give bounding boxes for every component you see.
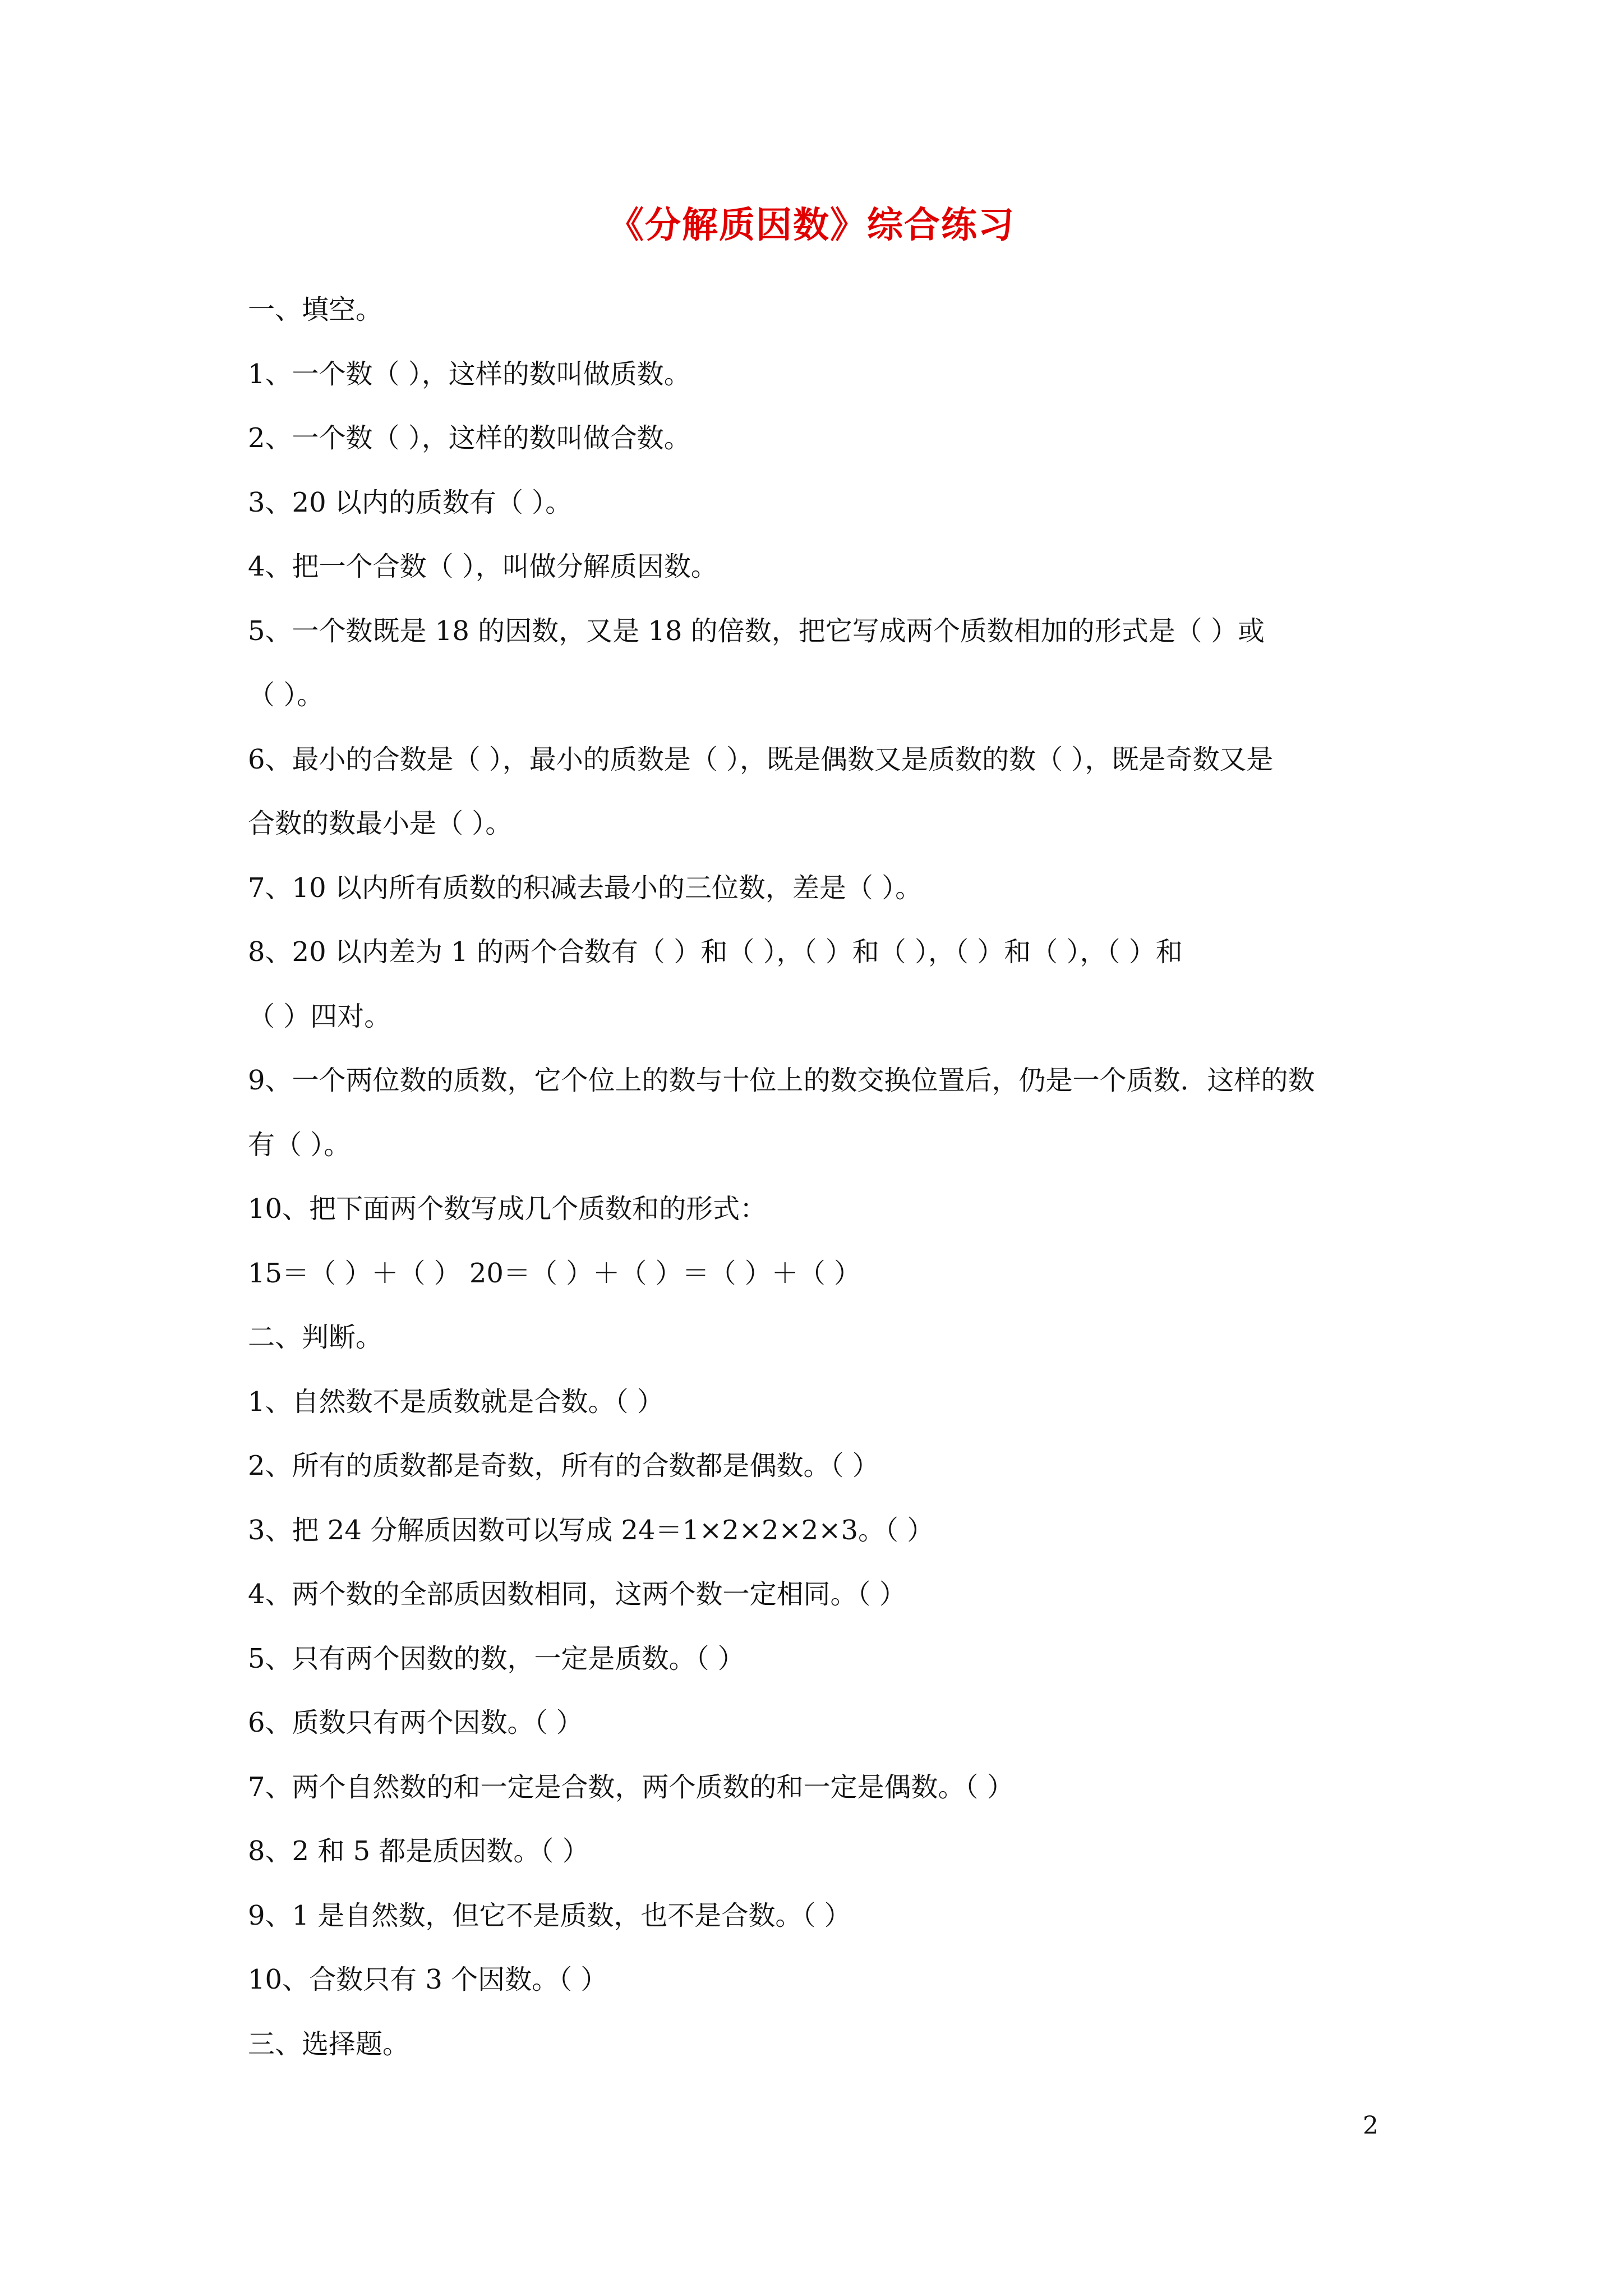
page-title: 《分解质因数》综合练习 [608, 204, 1015, 246]
section-heading-judgement: 二、判断。 [248, 1322, 383, 1353]
question-line: 2、所有的质数都是奇数，所有的合数都是偶数。（ ） [248, 1450, 879, 1481]
question-line: 8、20 以内差为 1 的两个合数有（ ）和（ ），（ ）和（ ），（ ）和（ ），（ ）和 [248, 936, 1183, 968]
question-line: 4、把一个合数（ ），叫做分解质因数。 [248, 551, 718, 582]
question-line: 10、合数只有 3 个因数。（ ） [248, 1964, 608, 1995]
section-heading-choice: 三、选择题。 [248, 2028, 410, 2060]
question-line: 2、一个数（ ），这样的数叫做合数。 [248, 422, 691, 454]
question-line: 15＝（ ）＋（ ） 20＝（ ）＋（ ）＝（ ）＋（ ） [248, 1258, 861, 1289]
question-line: 5、一个数既是 18 的因数，又是 18 的倍数，把它写成两个质数相加的形式是（ ）或 [248, 615, 1265, 647]
section-heading-fill-in: 一、填空。 [248, 294, 383, 325]
question-line: 3、把 24 分解质因数可以写成 24＝1×2×2×2×3。（ ） [248, 1515, 934, 1546]
question-line: 有（ ）。 [248, 1129, 351, 1161]
question-line: 6、最小的合数是（ ），最小的质数是（ ），既是偶数又是质数的数（ ），既是奇数又是 [248, 744, 1274, 775]
question-line: 4、两个数的全部质因数相同，这两个数一定相同。（ ） [248, 1579, 906, 1610]
question-line: 10、把下面两个数写成几个质数和的形式： [248, 1193, 767, 1225]
question-line: 7、10 以内所有质数的积减去最小的三位数，差是（ ）。 [248, 872, 923, 904]
question-line: 合数的数最小是（ ）。 [248, 808, 513, 839]
question-line: 3、20 以内的质数有（ ）。 [248, 487, 573, 518]
question-line: （ ）。 [248, 679, 324, 711]
question-line: 8、2 和 5 都是质因数。（ ） [248, 1835, 589, 1867]
question-line: 1、自然数不是质数就是合数。（ ） [248, 1386, 664, 1418]
question-line: 9、1 是自然数，但它不是质数，也不是合数。（ ） [248, 1900, 851, 1931]
question-line: 6、质数只有两个因数。（ ） [248, 1707, 583, 1738]
question-line: 9、一个两位数的质数，它个位上的数与十位上的数交换位置后，仍是一个质数．这样的数 [248, 1065, 1315, 1096]
page-number: 2 [1363, 2111, 1378, 2140]
question-line: 1、一个数（ ），这样的数叫做质数。 [248, 358, 691, 390]
question-line: 5、只有两个因数的数，一定是质数。（ ） [248, 1643, 745, 1674]
question-line: 7、两个自然数的和一定是合数，两个质数的和一定是偶数。（ ） [248, 1772, 1014, 1803]
question-line: （ ）四对。 [248, 1001, 391, 1032]
